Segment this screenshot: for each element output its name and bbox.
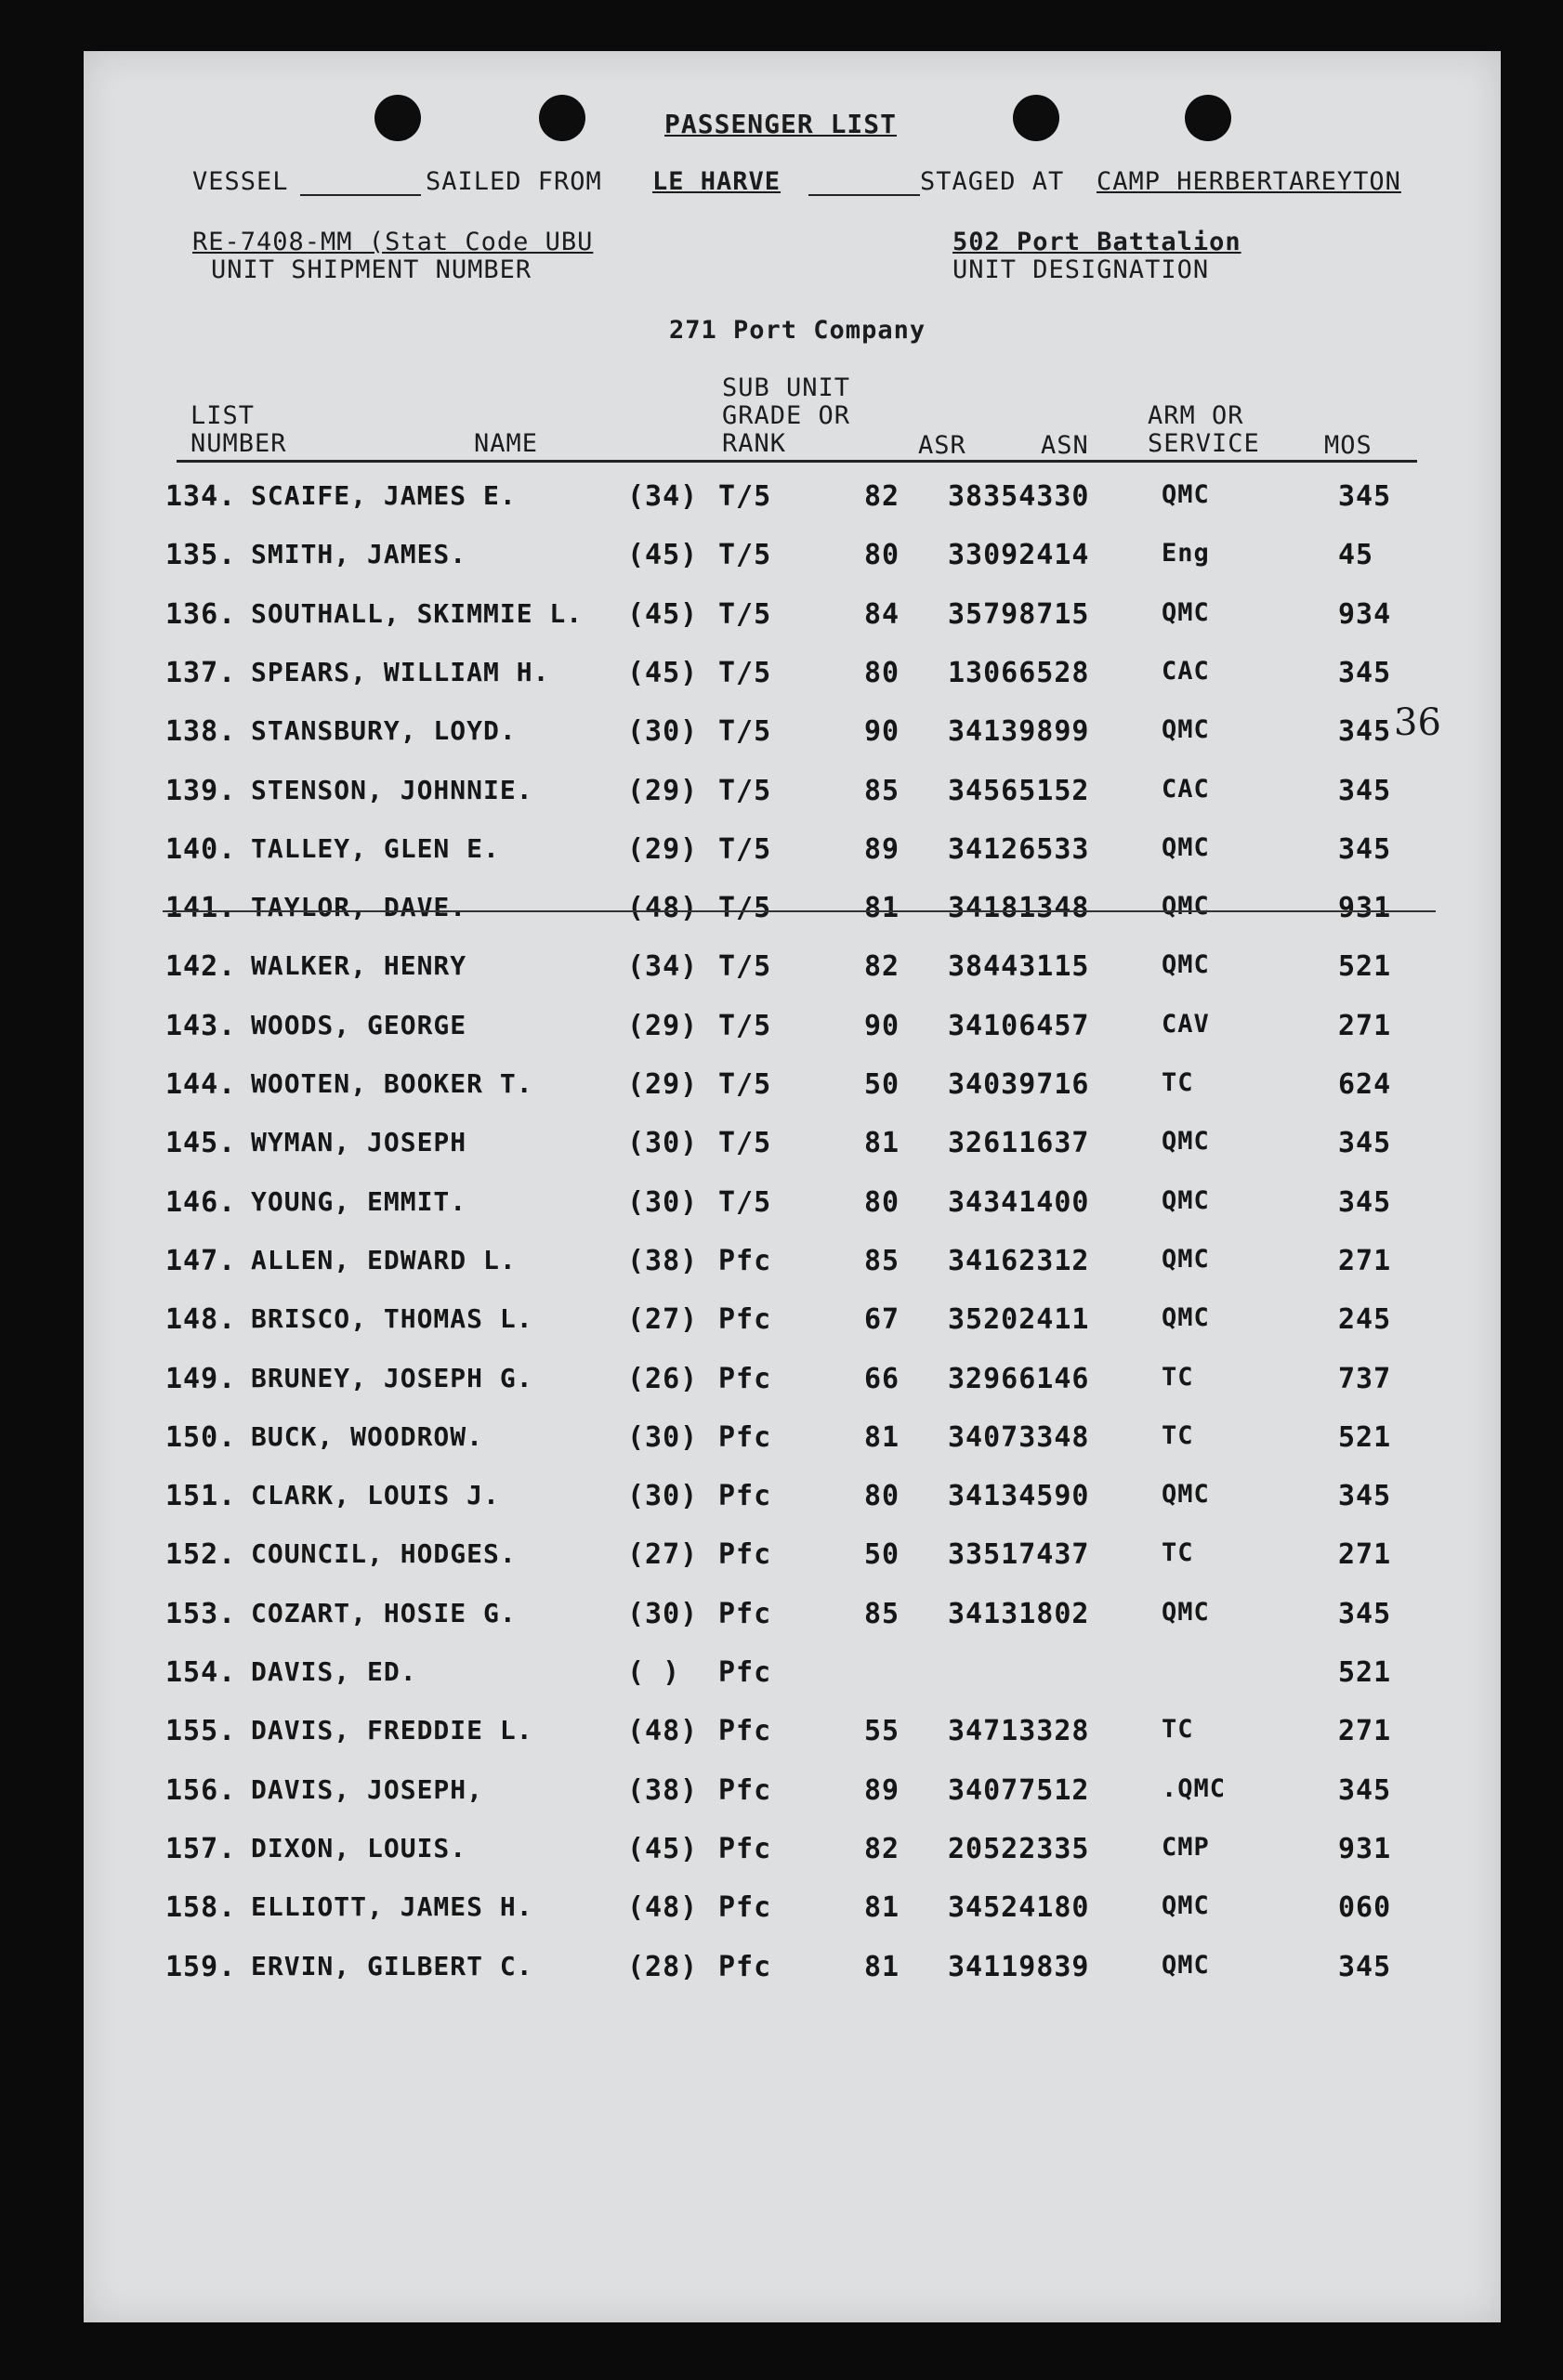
sailed-value: LE HARVE: [652, 167, 782, 196]
cell-arm: QMC: [1162, 598, 1210, 627]
cell-asr: 90: [864, 715, 900, 748]
cell-rank: T/5: [718, 950, 772, 983]
cell-asn: 34134590: [948, 1480, 1090, 1512]
cell-mos: 934: [1338, 598, 1392, 631]
cell-mos: 345: [1338, 1598, 1392, 1630]
cell-num: 147.: [165, 1245, 237, 1277]
cell-arm: TC: [1162, 1068, 1194, 1097]
cell-mos: 737: [1338, 1363, 1392, 1395]
cell-asr: 89: [864, 1774, 900, 1807]
cell-name: TALLEY, GLEN E.: [251, 833, 500, 864]
cell-mos: 521: [1338, 1656, 1392, 1689]
cell-arm: QMC: [1162, 1303, 1210, 1332]
cell-rank: Pfc: [718, 1891, 772, 1924]
cell-age: (38): [627, 1245, 699, 1277]
cell-asr: 89: [864, 833, 900, 866]
cell-num: 158.: [165, 1891, 237, 1924]
cell-mos: 931: [1338, 892, 1392, 924]
col-asn-label: ASN: [1041, 431, 1089, 460]
cell-name: SMITH, JAMES.: [251, 539, 467, 569]
cell-arm: TC: [1162, 1421, 1194, 1450]
table-row: [84, 1245, 1501, 1301]
cell-mos: 271: [1338, 1715, 1392, 1747]
table-row: [84, 539, 1501, 595]
cell-rank: T/5: [718, 480, 772, 513]
table-row: [84, 1833, 1501, 1889]
cell-arm: QMC: [1162, 1186, 1210, 1215]
cell-age: (29): [627, 1010, 699, 1042]
cell-age: ( ): [627, 1656, 681, 1689]
cell-asr: 81: [864, 892, 900, 924]
cell-age: (30): [627, 1480, 699, 1512]
cell-age: (48): [627, 1891, 699, 1924]
cell-asn: 34126533: [948, 833, 1090, 866]
strike-through-line: [163, 910, 1436, 912]
shipment-number: RE-7408-MM (Stat Code UBU: [192, 228, 594, 256]
cell-name: BUCK, WOODROW.: [251, 1421, 484, 1452]
table-row: [84, 1421, 1501, 1477]
table-row: [84, 1891, 1501, 1947]
cell-mos: 060: [1338, 1891, 1392, 1924]
cell-asn: 13066528: [948, 657, 1090, 689]
cell-mos: 521: [1338, 1421, 1392, 1454]
cell-asn: 34039716: [948, 1068, 1090, 1101]
cell-mos: 345: [1338, 833, 1392, 866]
cell-name: CLARK, LOUIS J.: [251, 1480, 500, 1510]
cell-num: 143.: [165, 1010, 237, 1042]
cell-age: (29): [627, 833, 699, 866]
cell-asr: 81: [864, 1951, 900, 1983]
cell-asn: 34139899: [948, 715, 1090, 748]
table-row: [84, 892, 1501, 948]
cell-arm: Eng: [1162, 539, 1210, 568]
unit-designation-label: UNIT DESIGNATION: [952, 255, 1210, 284]
cell-arm: QMC: [1162, 1480, 1210, 1509]
cell-asn: 34073348: [948, 1421, 1090, 1454]
col-grade-label: GRADE OR: [722, 401, 851, 430]
cell-num: 138.: [165, 715, 237, 748]
cell-num: 152.: [165, 1538, 237, 1571]
col-mos-label: MOS: [1324, 431, 1373, 460]
cell-arm: TC: [1162, 1538, 1194, 1567]
cell-asr: 84: [864, 598, 900, 631]
cell-rank: Pfc: [718, 1951, 772, 1983]
cell-arm: CAC: [1162, 657, 1210, 686]
cell-rank: T/5: [718, 715, 772, 748]
cell-asr: 81: [864, 1421, 900, 1454]
cell-num: 144.: [165, 1068, 237, 1101]
cell-mos: 45: [1338, 539, 1374, 571]
cell-num: 135.: [165, 539, 237, 571]
cell-arm: QMC: [1162, 1891, 1210, 1920]
cell-name: BRUNEY, JOSEPH G.: [251, 1363, 533, 1393]
cell-name: WOODS, GEORGE: [251, 1010, 467, 1040]
cell-name: WALKER, HENRY: [251, 950, 467, 981]
table-row: [84, 480, 1501, 536]
cell-asr: 85: [864, 1245, 900, 1277]
cell-asn: 34565152: [948, 775, 1090, 807]
cell-arm: CMP: [1162, 1833, 1210, 1862]
table-row: [84, 1068, 1501, 1124]
cell-name: ELLIOTT, JAMES H.: [251, 1891, 533, 1922]
cell-asn: 34341400: [948, 1186, 1090, 1219]
cell-asn: 33092414: [948, 539, 1090, 571]
cell-num: 148.: [165, 1303, 237, 1336]
col-asr-label: ASR: [918, 431, 966, 460]
cell-num: 145.: [165, 1127, 237, 1159]
col-rank-label: RANK: [722, 429, 787, 458]
punch-hole: [1013, 95, 1059, 141]
cell-rank: T/5: [718, 1010, 772, 1042]
cell-arm: TC: [1162, 1363, 1194, 1392]
vessel-label: VESSEL: [192, 167, 289, 196]
table-row: [84, 950, 1501, 1006]
cell-name: ALLEN, EDWARD L.: [251, 1245, 517, 1275]
cell-rank: T/5: [718, 1068, 772, 1101]
cell-age: (48): [627, 1715, 699, 1747]
cell-arm: CAV: [1162, 1010, 1210, 1039]
cell-age: (45): [627, 539, 699, 571]
cell-name: SCAIFE, JAMES E.: [251, 480, 517, 511]
cell-asr: 80: [864, 539, 900, 571]
cell-asn: 38443115: [948, 950, 1090, 983]
cell-asr: 80: [864, 1186, 900, 1219]
cell-name: STENSON, JOHNNIE.: [251, 775, 533, 805]
cell-mos: 345: [1338, 1127, 1392, 1159]
cell-age: (27): [627, 1303, 699, 1336]
cell-rank: T/5: [718, 775, 772, 807]
cell-name: SOUTHALL, SKIMMIE L.: [251, 598, 584, 629]
table-row: [84, 598, 1501, 654]
cell-name: DIXON, LOUIS.: [251, 1833, 467, 1863]
cell-rank: Pfc: [718, 1363, 772, 1395]
cell-mos: 345: [1338, 1186, 1392, 1219]
cell-name: DAVIS, JOSEPH,: [251, 1774, 484, 1805]
table-row: [84, 833, 1501, 889]
col-list-label: LIST: [190, 401, 256, 430]
cell-arm: .QMC: [1162, 1774, 1227, 1803]
cell-rank: Pfc: [718, 1656, 772, 1689]
cell-asr: 66: [864, 1363, 900, 1395]
cell-asn: 32611637: [948, 1127, 1090, 1159]
cell-asr: 82: [864, 480, 900, 513]
cell-arm: QMC: [1162, 715, 1210, 744]
sailed-label: SAILED FROM: [426, 167, 602, 196]
cell-num: 154.: [165, 1656, 237, 1689]
cell-asr: 50: [864, 1538, 900, 1571]
punch-hole: [539, 95, 585, 141]
cell-num: 141.: [165, 892, 237, 924]
cell-mos: 345: [1338, 657, 1392, 689]
cell-num: 140.: [165, 833, 237, 866]
cell-asn: 34162312: [948, 1245, 1090, 1277]
cell-rank: Pfc: [718, 1598, 772, 1630]
cell-rank: Pfc: [718, 1303, 772, 1336]
cell-name: TAYLOR, DAVE.: [251, 892, 467, 922]
cell-num: 150.: [165, 1421, 237, 1454]
punch-hole: [1185, 95, 1231, 141]
cell-rank: Pfc: [718, 1774, 772, 1807]
cell-asn: 20522335: [948, 1833, 1090, 1865]
table-row: [84, 1951, 1501, 2007]
cell-name: ERVIN, GILBERT C.: [251, 1951, 533, 1981]
page-title: PASSENGER LIST: [664, 109, 898, 139]
cell-arm: CAC: [1162, 775, 1210, 804]
cell-mos: 521: [1338, 950, 1392, 983]
cell-mos: 345: [1338, 480, 1392, 513]
cell-rank: Pfc: [718, 1538, 772, 1571]
col-name-label: NAME: [474, 429, 539, 458]
cell-asn: 35202411: [948, 1303, 1090, 1336]
cell-mos: 345: [1338, 715, 1392, 748]
staged-value: CAMP HERBERTAREYTON: [1097, 167, 1401, 196]
cell-asr: 81: [864, 1891, 900, 1924]
cell-asr: 85: [864, 775, 900, 807]
cell-age: (48): [627, 892, 699, 924]
cell-asn: 34524180: [948, 1891, 1090, 1924]
cell-mos: 245: [1338, 1303, 1392, 1336]
table-row: [84, 1127, 1501, 1183]
cell-mos: 271: [1338, 1245, 1392, 1277]
cell-rank: T/5: [718, 598, 772, 631]
cell-rank: T/5: [718, 833, 772, 866]
header-rule: [177, 460, 1417, 463]
margin-note: 36: [1394, 701, 1441, 744]
cell-rank: T/5: [718, 539, 772, 571]
cell-asn: 34713328: [948, 1715, 1090, 1747]
table-row: [84, 1598, 1501, 1654]
cell-asr: 90: [864, 1010, 900, 1042]
cell-num: 142.: [165, 950, 237, 983]
table-row: [84, 1774, 1501, 1830]
table-row: [84, 1303, 1501, 1359]
cell-arm: QMC: [1162, 950, 1210, 979]
cell-name: DAVIS, ED.: [251, 1656, 417, 1687]
cell-name: COZART, HOSIE G.: [251, 1598, 517, 1628]
cell-rank: T/5: [718, 1127, 772, 1159]
cell-name: WOOTEN, BOOKER T.: [251, 1068, 533, 1099]
cell-rank: Pfc: [718, 1480, 772, 1512]
table-row: [84, 1715, 1501, 1771]
cell-asr: 80: [864, 1480, 900, 1512]
cell-name: DAVIS, FREDDIE L.: [251, 1715, 533, 1746]
cell-age: (26): [627, 1363, 699, 1395]
cell-asn: 33517437: [948, 1538, 1090, 1571]
table-row: [84, 657, 1501, 713]
cell-asn: 34181348: [948, 892, 1090, 924]
cell-age: (27): [627, 1538, 699, 1571]
cell-num: 139.: [165, 775, 237, 807]
company-name: 271 Port Company: [669, 316, 926, 345]
cell-num: 157.: [165, 1833, 237, 1865]
cell-age: (45): [627, 598, 699, 631]
table-row: [84, 1656, 1501, 1712]
cell-age: (30): [627, 715, 699, 748]
cell-age: (29): [627, 775, 699, 807]
cell-mos: 345: [1338, 1774, 1392, 1807]
cell-asr: 81: [864, 1127, 900, 1159]
cell-rank: Pfc: [718, 1245, 772, 1277]
cell-name: YOUNG, EMMIT.: [251, 1186, 467, 1217]
cell-rank: Pfc: [718, 1715, 772, 1747]
cell-age: (34): [627, 950, 699, 983]
cell-rank: Pfc: [718, 1421, 772, 1454]
cell-num: 149.: [165, 1363, 237, 1395]
col-service-label: SERVICE: [1148, 429, 1260, 458]
cell-asn: 34131802: [948, 1598, 1090, 1630]
cell-arm: QMC: [1162, 833, 1210, 862]
cell-arm: QMC: [1162, 480, 1210, 509]
cell-age: (45): [627, 657, 699, 689]
cell-arm: QMC: [1162, 1245, 1210, 1274]
cell-num: 159.: [165, 1951, 237, 1983]
shipment-label: UNIT SHIPMENT NUMBER: [211, 255, 532, 284]
cell-num: 134.: [165, 480, 237, 513]
cell-mos: 271: [1338, 1538, 1392, 1571]
table-row: [84, 1010, 1501, 1066]
cell-name: BRISCO, THOMAS L.: [251, 1303, 533, 1334]
table-row: [84, 715, 1501, 771]
table-row: [84, 775, 1501, 830]
cell-num: 151.: [165, 1480, 237, 1512]
table-row: [84, 1186, 1501, 1242]
cell-arm: TC: [1162, 1715, 1194, 1744]
cell-age: (30): [627, 1421, 699, 1454]
cell-asn: 34119839: [948, 1951, 1090, 1983]
cell-rank: T/5: [718, 1186, 772, 1219]
cell-arm: QMC: [1162, 1598, 1210, 1627]
table-row: [84, 1363, 1501, 1419]
cell-age: (45): [627, 1833, 699, 1865]
cell-rank: T/5: [718, 657, 772, 689]
table-row: [84, 1538, 1501, 1594]
punch-hole: [374, 95, 421, 141]
unit-designation: 502 Port Battalion: [952, 228, 1241, 256]
cell-arm: QMC: [1162, 1127, 1210, 1156]
cell-num: 156.: [165, 1774, 237, 1807]
cell-asn: 34106457: [948, 1010, 1090, 1042]
col-arm-label: ARM OR: [1148, 401, 1244, 430]
cell-num: 137.: [165, 657, 237, 689]
cell-name: WYMAN, JOSEPH: [251, 1127, 467, 1157]
cell-mos: 931: [1338, 1833, 1392, 1865]
cell-asn: 35798715: [948, 598, 1090, 631]
cell-asr: 80: [864, 657, 900, 689]
vessel-blank: [300, 194, 421, 196]
cell-asn: 38354330: [948, 480, 1090, 513]
cell-num: 153.: [165, 1598, 237, 1630]
col-subunit-label: SUB UNIT: [722, 373, 851, 402]
document-page: [84, 51, 1501, 2322]
cell-asn: 32966146: [948, 1363, 1090, 1395]
cell-name: STANSBURY, LOYD.: [251, 715, 517, 746]
cell-age: (30): [627, 1186, 699, 1219]
cell-arm: QMC: [1162, 892, 1210, 921]
cell-mos: 624: [1338, 1068, 1392, 1101]
cell-asr: 82: [864, 950, 900, 983]
cell-rank: Pfc: [718, 1833, 772, 1865]
staged-label: STAGED AT: [920, 167, 1065, 196]
cell-asr: 50: [864, 1068, 900, 1101]
cell-asr: 55: [864, 1715, 900, 1747]
cell-asr: 67: [864, 1303, 900, 1336]
table-row: [84, 1480, 1501, 1536]
cell-asr: 85: [864, 1598, 900, 1630]
cell-asn: 34077512: [948, 1774, 1090, 1807]
cell-age: (34): [627, 480, 699, 513]
cell-num: 155.: [165, 1715, 237, 1747]
cell-age: (29): [627, 1068, 699, 1101]
sailed-blank: [808, 194, 920, 196]
cell-mos: 345: [1338, 1951, 1392, 1983]
cell-age: (30): [627, 1598, 699, 1630]
cell-name: SPEARS, WILLIAM H.: [251, 657, 550, 687]
cell-arm: QMC: [1162, 1951, 1210, 1980]
cell-name: COUNCIL, HODGES.: [251, 1538, 517, 1569]
cell-age: (38): [627, 1774, 699, 1807]
cell-num: 146.: [165, 1186, 237, 1219]
cell-asr: 82: [864, 1833, 900, 1865]
cell-num: 136.: [165, 598, 237, 631]
cell-age: (30): [627, 1127, 699, 1159]
cell-mos: 345: [1338, 1480, 1392, 1512]
cell-mos: 271: [1338, 1010, 1392, 1042]
cell-rank: T/5: [718, 892, 772, 924]
cell-age: (28): [627, 1951, 699, 1983]
col-number-label: NUMBER: [190, 429, 287, 458]
cell-mos: 345: [1338, 775, 1392, 807]
